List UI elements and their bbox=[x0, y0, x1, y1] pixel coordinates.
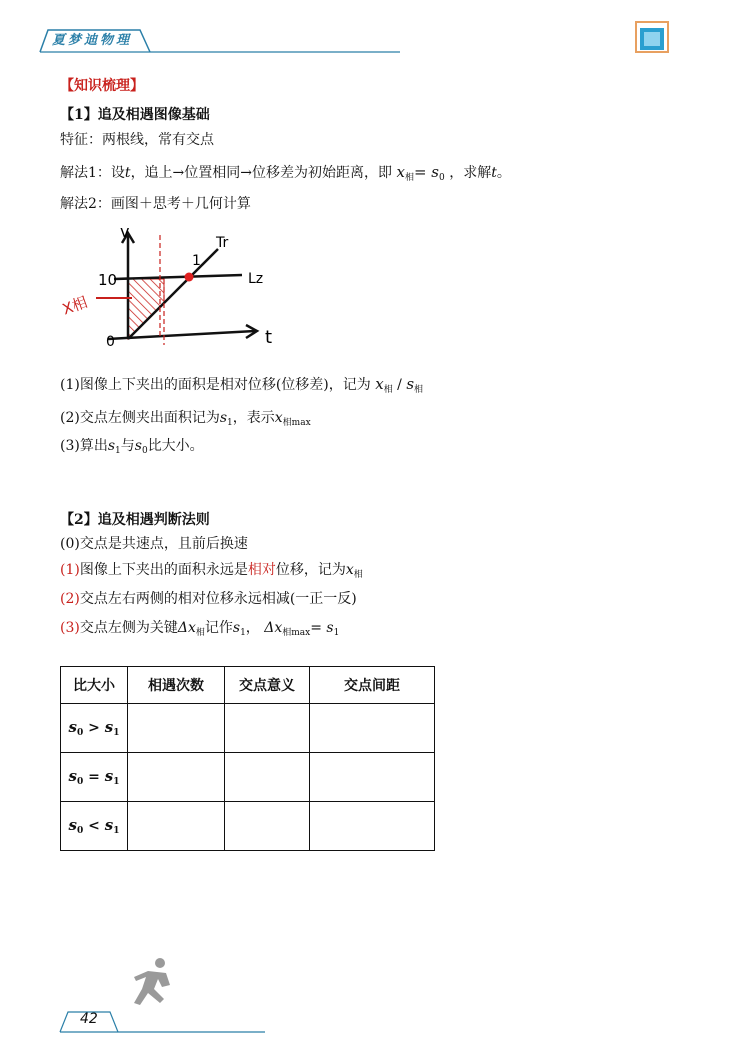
tr-label: Tr bbox=[216, 235, 229, 251]
page-number: 42 bbox=[80, 1011, 98, 1027]
part1-method2: 解法2：画图＋思考＋几何计算 bbox=[60, 196, 251, 212]
table-cell bbox=[128, 753, 225, 802]
table-cell bbox=[225, 704, 310, 753]
header-intersection-meaning: 交点意义 bbox=[225, 667, 310, 704]
part1-item2: (2)交点左侧夹出面积记为$s_1$，表示$x_{相max}$ bbox=[60, 410, 311, 428]
comparison-table bbox=[60, 666, 435, 851]
table-cell bbox=[128, 704, 225, 753]
part1-feature: 特征：两根线，常有交点 bbox=[60, 132, 214, 148]
table-cell bbox=[310, 704, 435, 753]
part2-item0: (0)交点是共速点，且前后换速 bbox=[60, 536, 248, 552]
header-meet-count: 相遇次数 bbox=[128, 667, 225, 704]
part2-item1: (1)图像上下夹出的面积永远是相对位移，记为$x_相$ bbox=[60, 562, 363, 580]
part2-item3: (3)交点左侧为关键$\Delta x_相$记作$s_1$， $\Delta x_{相max}= s_1$ bbox=[60, 620, 340, 638]
header-intersection-spacing: 交点间距 bbox=[310, 667, 435, 704]
part1-item3: (3)算出$s_1$与$s_0$比大小。 bbox=[60, 438, 204, 456]
v-label: v bbox=[120, 222, 130, 241]
ten-label: 10 bbox=[98, 271, 118, 289]
part1-item1: (1)图像上下夹出的面积是相对位移(位移差)，记为 $x_相 / s_相$ bbox=[60, 375, 424, 395]
table-cell bbox=[225, 753, 310, 802]
intersection-point bbox=[185, 273, 194, 282]
header-title: 夏梦迪物理 bbox=[52, 33, 133, 48]
xrel-label: X相 bbox=[60, 292, 90, 319]
table-cell bbox=[225, 802, 310, 851]
section-tag: 【知识梳理】 bbox=[60, 78, 144, 94]
table-row bbox=[61, 802, 435, 851]
table-cell bbox=[310, 802, 435, 851]
table-cell bbox=[310, 753, 435, 802]
row-condition: $s_0 = s_1$ bbox=[61, 753, 128, 802]
one-label: 1 bbox=[192, 253, 201, 269]
part1-method1: 解法1：设t，追上→位置相同→位移差为初始距离，即 $x_相= s_0$ ，求解t。 bbox=[60, 163, 511, 183]
table-row bbox=[61, 753, 435, 802]
origin-label: 0 bbox=[106, 334, 115, 350]
table-cell bbox=[128, 802, 225, 851]
footer-banner bbox=[0, 1000, 748, 1040]
vt-sketch bbox=[60, 215, 320, 355]
t-label: t bbox=[265, 327, 273, 348]
lz-label: Lz bbox=[248, 271, 264, 287]
part2-heading: 【2】追及相遇判断法则 bbox=[60, 512, 210, 528]
part2-item2: (2)交点左右两侧的相对位移永远相减(一正一反) bbox=[60, 591, 357, 607]
header-compare: 比大小 bbox=[61, 667, 128, 704]
row-condition: $s_0 > s_1$ bbox=[61, 704, 128, 753]
line-lz bbox=[114, 275, 242, 279]
table-header-row bbox=[61, 667, 435, 704]
row-condition: $s_0 < s_1$ bbox=[61, 802, 128, 851]
table-row bbox=[61, 704, 435, 753]
part1-heading: 【1】追及相遇图像基础 bbox=[60, 107, 210, 123]
